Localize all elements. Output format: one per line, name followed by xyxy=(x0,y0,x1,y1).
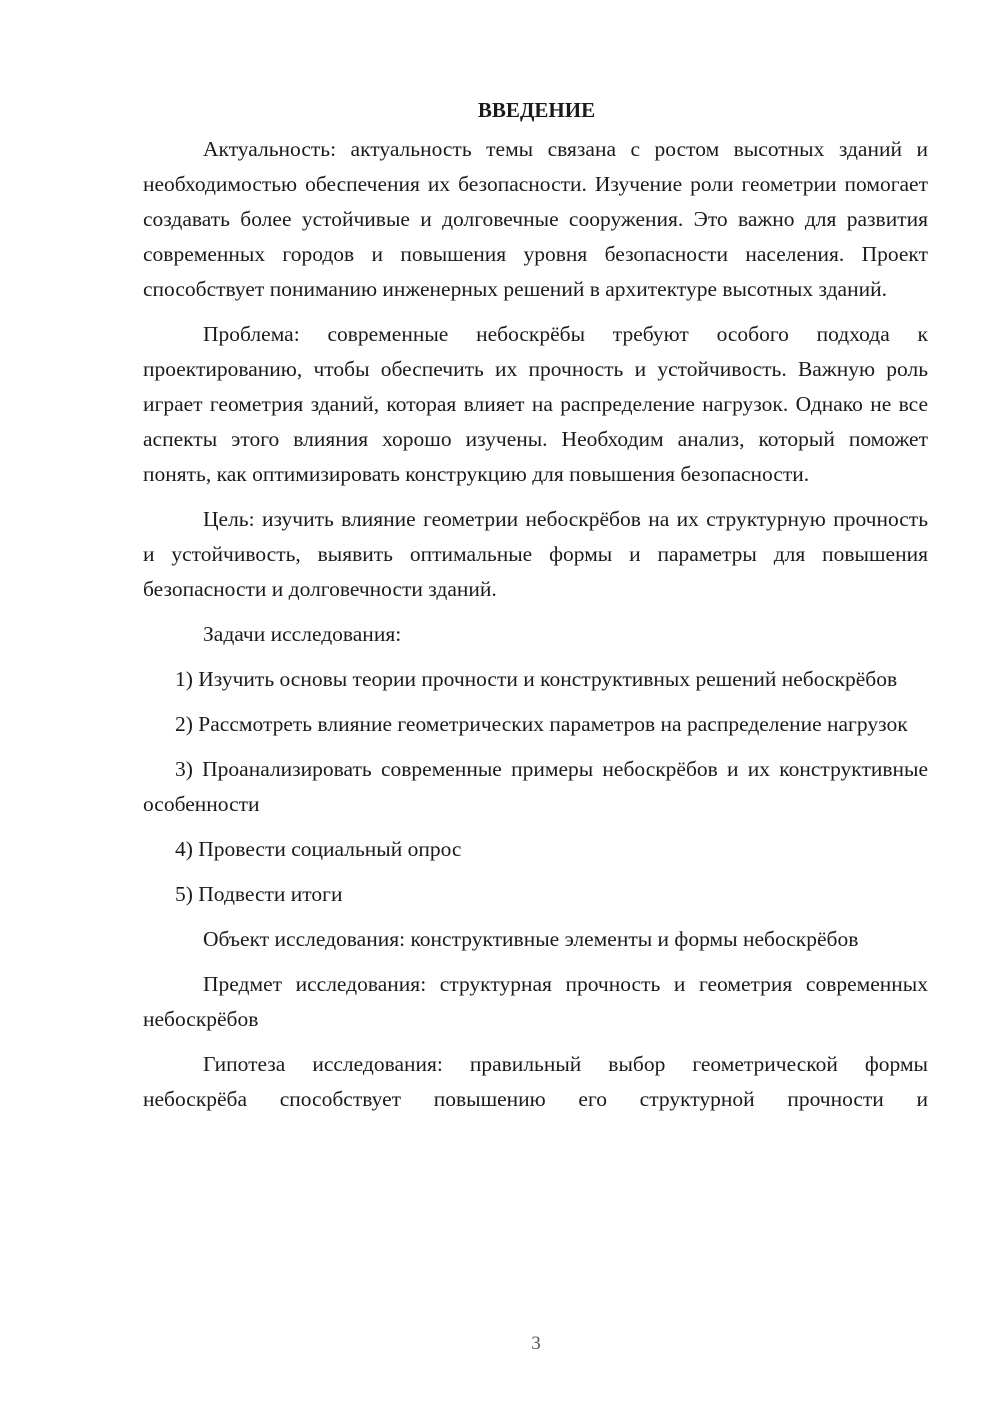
problem-paragraph: Проблема: современные небоскрёбы требуют особого подхода к проектированию, чтобы обеспечить их прочность и устойчивость. Важную роль играет геометрия зданий, которая влияет на распределение нагрузок. Однако не все аспекты этого влияния хорошо изучены. Необходим анализ, который поможет понять, как оптимизировать конструкцию для повышения безопасности. xyxy=(143,322,928,486)
task-item: 5) Подвести итоги xyxy=(175,882,343,906)
object-paragraph: Объект исследования: конструктивные элементы и формы небоскрёбов xyxy=(203,927,859,951)
hypothesis-paragraph: Гипотеза исследования: правильный выбор геометрической формы небоскрёба способствует повышению его структурной прочности и xyxy=(143,1052,928,1111)
section-title: ВВЕДЕНИЕ xyxy=(477,98,596,122)
document-page xyxy=(143,92,928,1127)
page-number: 3 xyxy=(531,1333,541,1354)
task-item: 4) Провести социальный опрос xyxy=(175,837,462,861)
task-item: 2) Рассмотреть влияние геометрических параметров на распределение нагрузок xyxy=(175,712,908,736)
task-item: 3) Проанализировать современные примеры небоскрёбов и их конструктивные особенности xyxy=(143,757,928,816)
relevance-paragraph: Актуальность: актуальность темы связана с ростом высотных зданий и необходимостью обеспечения их безопасности. Изучение роли геометрии помогает создавать более устойчивые и долговечные сооружения. Это важно для развития современных городов и повышения уровня безопасности населения. Проект способствует пониманию инженерных решений в архитектуре высотных зданий. xyxy=(143,137,928,301)
subject-paragraph: Предмет исследования: структурная прочность и геометрия современных небоскрёбов xyxy=(143,972,928,1031)
task-item: 1) Изучить основы теории прочности и конструктивных решений небоскрёбов xyxy=(175,667,898,691)
tasks-list xyxy=(143,662,928,912)
goal-paragraph: Цель: изучить влияние геометрии небоскрёбов на их структурную прочность и устойчивость, выявить оптимальные формы и параметры для повышения безопасности и долговечности зданий. xyxy=(143,507,928,601)
tasks-heading: Задачи исследования: xyxy=(203,622,402,646)
